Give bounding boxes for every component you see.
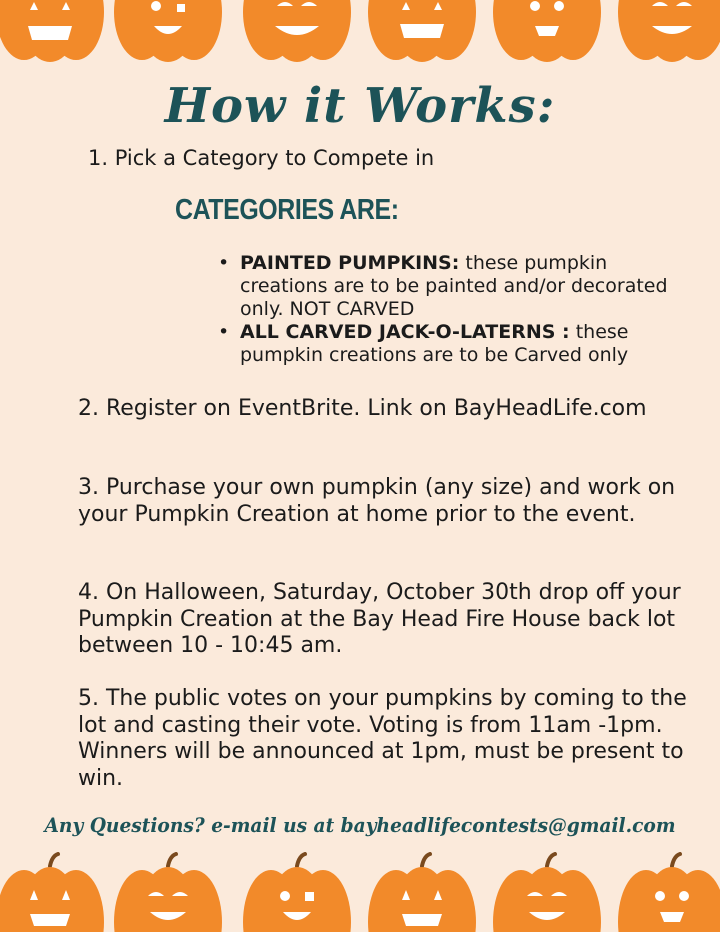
bullet-icon: • [218,252,230,274]
category-item-painted [216,252,686,321]
step-5: 5. The public votes on your pumpkins by coming to the lot and casting their vote. Voting is from 11am -1pm. Winners will be announced at 1pm, must be present to win. [78,686,687,791]
bottom-pumpkin-border-art [0,852,720,932]
jack-o-lantern-icon [618,867,720,932]
category-description: these pumpkin creations are to be painted and/or decorated only. NOT CARVED [240,252,668,320]
page-title: How it Works: [164,78,556,134]
step-2: 2. Register on EventBrite. Link on BayHeadLife.com [78,396,647,421]
jack-o-lantern-icon [114,867,222,932]
step-1: 1. Pick a Category to Compete in [88,146,435,170]
categories-list [216,252,686,367]
bottom-pumpkin-border [0,852,720,932]
category-name: PAINTED PUMPKINS: [240,252,460,274]
contact-line: Any Questions? e-mail us at bayheadlifecontests@gmail.com [44,813,676,837]
step-3: 3. Purchase your own pumpkin (any size) and work on your Pumpkin Creation at home prior to the event. [78,475,676,527]
top-pumpkin-border-art [0,0,720,80]
categories-heading: CATEGORIES ARE: [175,194,399,226]
jack-o-lantern-icon [493,867,601,932]
category-name: ALL CARVED JACK-O-LATERNS : [240,321,570,343]
category-description: these pumpkin creations are to be Carved only [240,321,629,366]
step-4: 4. On Halloween, Saturday, October 30th drop off your Pumpkin Creation at the Bay Head Fire House back lot between 10 - 10:45 am. [78,580,681,658]
category-item-carved [216,321,686,367]
top-pumpkin-border [0,0,720,80]
bullet-icon: • [218,321,230,343]
jack-o-lantern-icon [243,867,351,932]
